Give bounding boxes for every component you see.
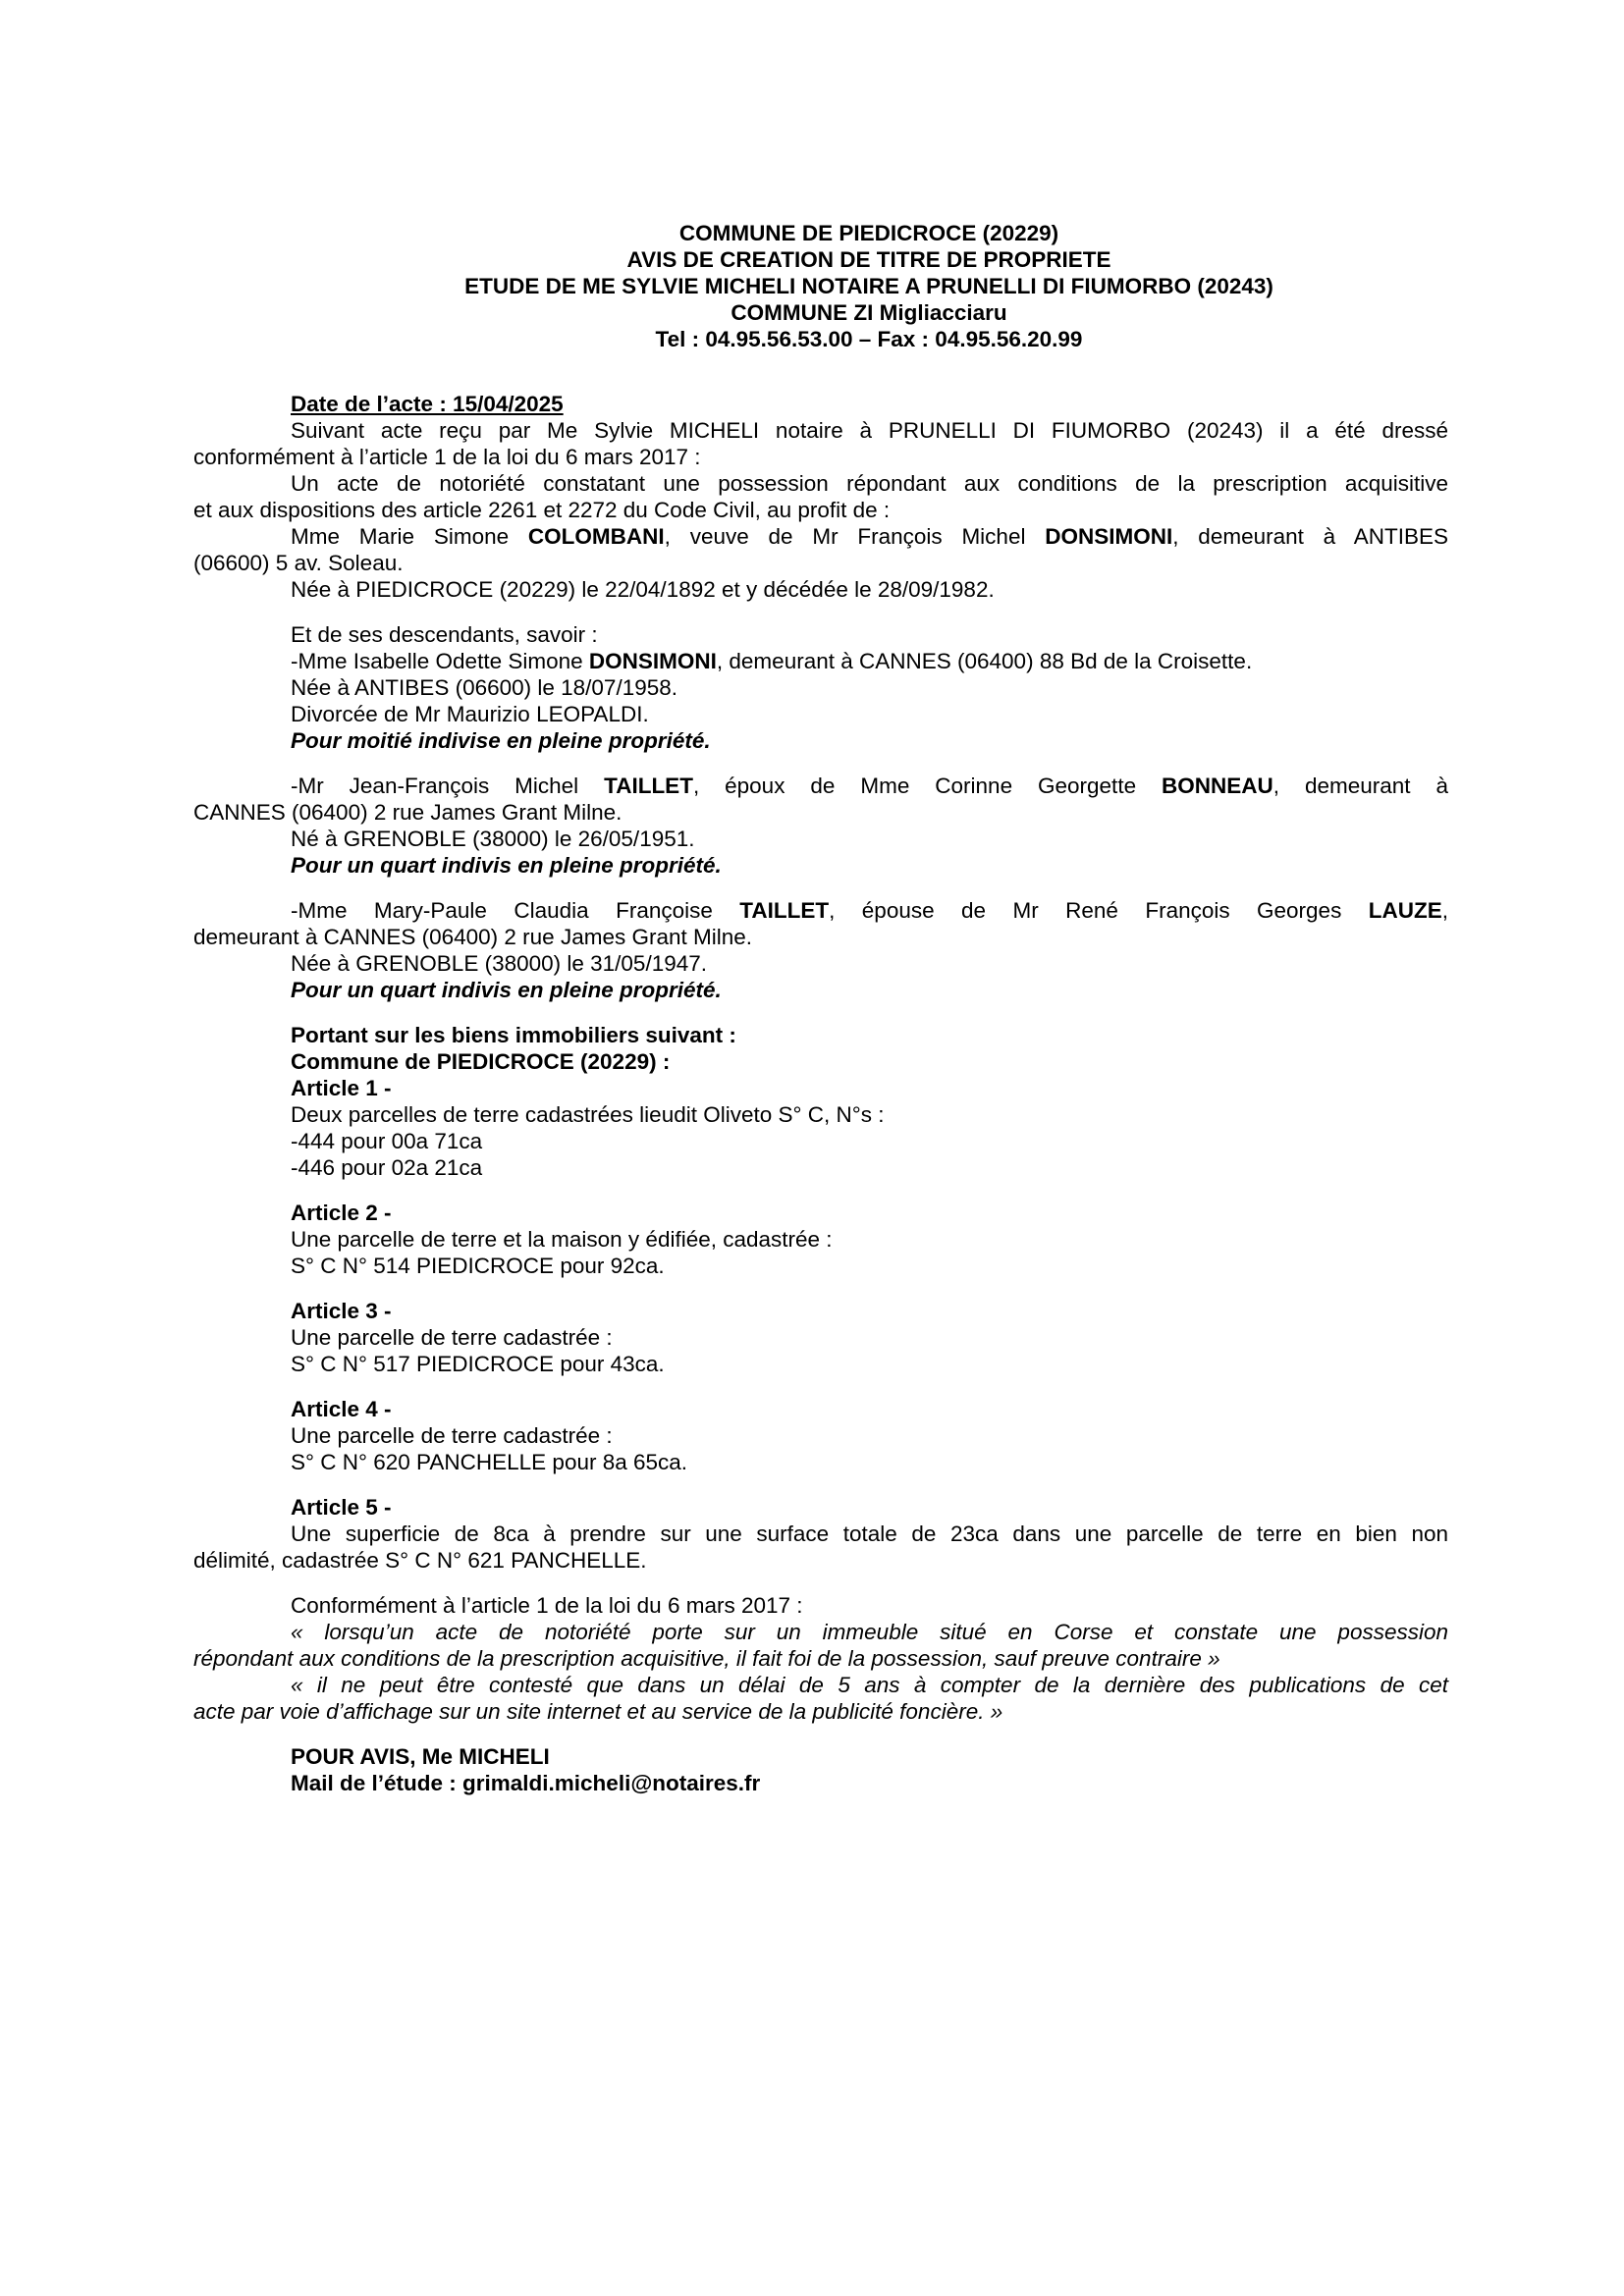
article-1-line-3: -446 pour 02a 21ca — [291, 1155, 483, 1180]
descendant-3-mid: , épouse de Mr René François Georges — [829, 898, 1369, 923]
header-contact: Tel : 04.95.56.53.00 – Fax : 04.95.56.20.99 — [655, 327, 1083, 351]
beneficiary-mid: , veuve de Mr François Michel — [664, 524, 1046, 549]
quote-1-line-2: répondant aux conditions de la prescription acquisitive, il fait foi de la possession, sauf preuve contraire » — [193, 1646, 1220, 1671]
descendant-3-spouse-surname: LAUZE — [1368, 898, 1442, 923]
header-commune: COMMUNE DE PIEDICROCE (20229) — [678, 221, 1059, 245]
descendant-1-line-1 — [193, 648, 1448, 674]
article-4-line-2: S° C N° 620 PANCHELLE pour 8a 65ca. — [291, 1450, 688, 1474]
descendants-intro: Et de ses descendants, savoir : — [291, 622, 598, 647]
intro-line-3: Un acte de notoriété constatant une possession répondant aux conditions de la prescription acquisitive — [291, 471, 1448, 496]
spouse-surname: DONSIMONI — [1045, 524, 1173, 549]
article-4-line-1: Une parcelle de terre cadastrée : — [291, 1423, 613, 1448]
beneficiary-post: , demeurant à ANTIBES — [1172, 524, 1448, 549]
descendant-2-line-1 — [193, 773, 1448, 799]
header-commune-zi: COMMUNE ZI Migliacciaru — [731, 300, 1007, 325]
article-5-line-1: Une superficie de 8ca à prendre sur une surface totale de 23ca dans une parcelle de terre en bien non — [291, 1522, 1448, 1546]
document-body — [193, 391, 1448, 1796]
descendant-1-share: Pour moitié indivise en pleine propriété. — [291, 728, 711, 753]
descendant-1-status: Divorcée de Mr Maurizio LEOPALDI. — [291, 702, 649, 726]
header-avis-title: AVIS DE CREATION DE TITRE DE PROPRIETE — [626, 247, 1111, 272]
article-1-line-1: Deux parcelles de terre cadastrées lieudit Oliveto S° C, N°s : — [291, 1102, 885, 1127]
header-etude: ETUDE DE ME SYLVIE MICHELI NOTAIRE A PRUNELLI DI FIUMORBO (20243) — [464, 274, 1273, 298]
mail-etude: Mail de l’étude : grimaldi.micheli@notaires.fr — [291, 1771, 761, 1795]
beneficiary-line-3: Née à PIEDICROCE (20229) le 22/04/1892 et y décédée le 28/09/1982. — [291, 577, 995, 602]
article-1-line-2: -444 pour 00a 71ca — [291, 1129, 483, 1153]
descendant-3-share: Pour un quart indivis en pleine propriété. — [291, 978, 722, 1002]
article-2-line-2: S° C N° 514 PIEDICROCE pour 92ca. — [291, 1254, 665, 1278]
intro-line-1: Suivant acte reçu par Me Sylvie MICHELI notaire à PRUNELLI DI FIUMORBO (20243) il a été dressé — [291, 418, 1448, 443]
article-4-title: Article 4 - — [291, 1397, 392, 1421]
date-acte: Date de l’acte : 15/04/2025 — [291, 392, 564, 416]
biens-commune: Commune de PIEDICROCE (20229) : — [291, 1049, 671, 1074]
descendant-3-post: , — [1441, 898, 1449, 923]
descendant-2-pre: -Mr Jean-François Michel — [291, 774, 605, 798]
descendant-3-line-2: demeurant à CANNES (06400) 2 rue James Grant Milne. — [193, 925, 753, 949]
descendant-2-birth: Né à GRENOBLE (38000) le 26/05/1951. — [291, 827, 695, 851]
article-5-line-2: délimité, cadastrée S° C N° 621 PANCHELLE. — [193, 1548, 647, 1573]
article-3-line-2: S° C N° 517 PIEDICROCE pour 43ca. — [291, 1352, 665, 1376]
document-header — [0, 220, 1624, 352]
descendant-2-spouse-surname: BONNEAU — [1162, 774, 1273, 798]
descendant-1-post: , demeurant à CANNES (06400) 88 Bd de la Croisette. — [716, 649, 1253, 673]
beneficiary-line-2: (06600) 5 av. Soleau. — [193, 551, 404, 575]
intro-line-4: et aux dispositions des article 2261 et 2272 du Code Civil, au profit de : — [193, 498, 891, 522]
pour-avis: POUR AVIS, Me MICHELI — [291, 1744, 550, 1769]
descendant-1-birth: Née à ANTIBES (06600) le 18/07/1958. — [291, 675, 678, 700]
article-1-title: Article 1 - — [291, 1076, 392, 1100]
descendant-2-mid: , époux de Mme Corinne Georgette — [692, 774, 1163, 798]
descendant-2-share: Pour un quart indivis en pleine propriété. — [291, 853, 722, 878]
descendant-1-surname: DONSIMONI — [588, 649, 717, 673]
article-3-line-1: Une parcelle de terre cadastrée : — [291, 1325, 613, 1350]
article-2-title: Article 2 - — [291, 1201, 392, 1225]
biens-title: Portant sur les biens immobiliers suivant : — [291, 1023, 736, 1047]
article-5-title: Article 5 - — [291, 1495, 392, 1520]
quote-2-line-1: « il ne peut être contesté que dans un délai de 5 ans à compter de la dernière des publications de cet — [291, 1673, 1448, 1697]
quote-2-line-2: acte par voie d’affichage sur un site internet et au service de la publicité foncière. » — [193, 1699, 1003, 1724]
conformement-intro: Conformément à l’article 1 de la loi du 6 mars 2017 : — [291, 1593, 803, 1618]
descendant-3-birth: Née à GRENOBLE (38000) le 31/05/1947. — [291, 951, 708, 976]
article-2-line-1: Une parcelle de terre et la maison y édifiée, cadastrée : — [291, 1227, 833, 1252]
descendant-2-surname: TAILLET — [604, 774, 693, 798]
article-3-title: Article 3 - — [291, 1299, 392, 1323]
descendant-3-pre: -Mme Mary-Paule Claudia Françoise — [291, 898, 740, 923]
intro-line-2: conformément à l’article 1 de la loi du 6 mars 2017 : — [193, 445, 701, 469]
descendant-3-line-1 — [193, 897, 1448, 924]
quote-1-line-1: « lorsqu’un acte de notoriété porte sur un immeuble situé en Corse et constate une possession — [291, 1620, 1448, 1644]
beneficiary-line-1 — [193, 523, 1448, 550]
descendant-1-pre: -Mme Isabelle Odette Simone — [291, 649, 589, 673]
beneficiary-surname: COLOMBANI — [527, 524, 665, 549]
descendant-3-surname: TAILLET — [739, 898, 830, 923]
descendant-2-line-2: CANNES (06400) 2 rue James Grant Milne. — [193, 800, 623, 825]
descendant-2-post: , demeurant à — [1272, 774, 1448, 798]
beneficiary-pre: Mme Marie Simone — [291, 524, 528, 549]
